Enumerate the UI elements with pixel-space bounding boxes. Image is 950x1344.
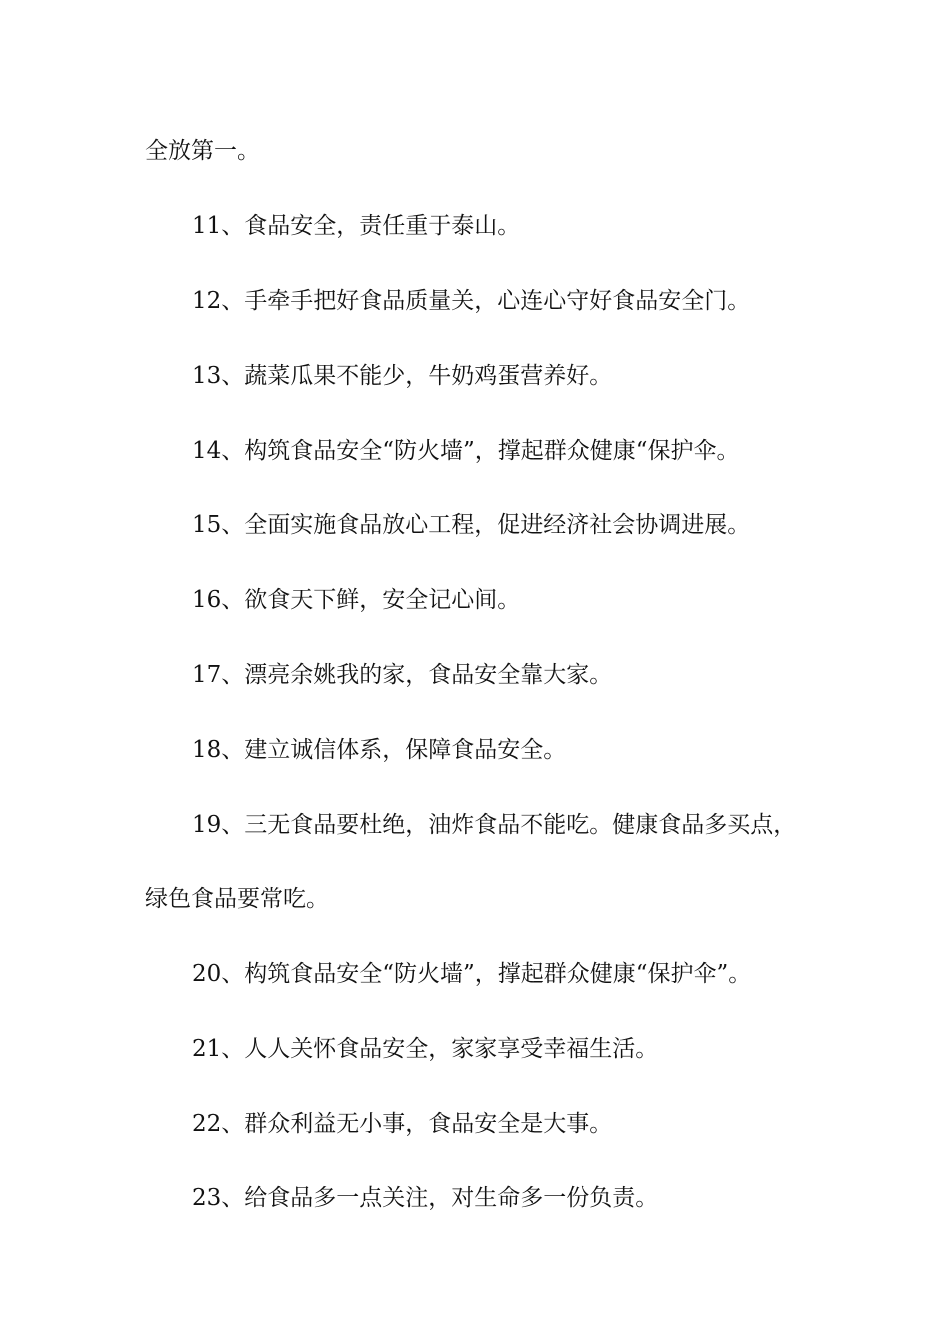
text-line: 12、手牵手把好食品质量关，心连心守好食品安全门。 bbox=[192, 288, 751, 314]
text-line: 18、建立诚信体系，保障食品安全。 bbox=[192, 737, 567, 763]
text-line: 全放第一。 bbox=[145, 138, 260, 164]
text-line: 14、构筑食品安全“防火墙”，撑起群众健康“保护伞。 bbox=[192, 438, 740, 464]
text-line: 绿色食品要常吃。 bbox=[145, 886, 329, 912]
text-line: 15、全面实施食品放心工程，促进经济社会协调进展。 bbox=[192, 512, 751, 538]
text-line: 19、三无食品要杜绝，油炸食品不能吃。健康食品多买点， bbox=[192, 812, 797, 838]
text-line: 13、蔬菜瓜果不能少，牛奶鸡蛋营养好。 bbox=[192, 363, 613, 389]
text-line: 11、食品安全，责任重于泰山。 bbox=[192, 213, 521, 239]
text-line: 16、欲食天下鲜，安全记心间。 bbox=[192, 587, 521, 613]
text-line: 22、群众利益无小事，食品安全是大事。 bbox=[192, 1111, 613, 1137]
text-line: 23、给食品多一点关注，对生命多一份负责。 bbox=[192, 1185, 659, 1211]
text-line: 21、人人关怀食品安全，家家享受幸福生活。 bbox=[192, 1036, 659, 1062]
text-line: 20、构筑食品安全“防火墙”，撑起群众健康“保护伞”。 bbox=[192, 961, 752, 987]
text-line: 17、漂亮余姚我的家，食品安全靠大家。 bbox=[192, 662, 613, 688]
